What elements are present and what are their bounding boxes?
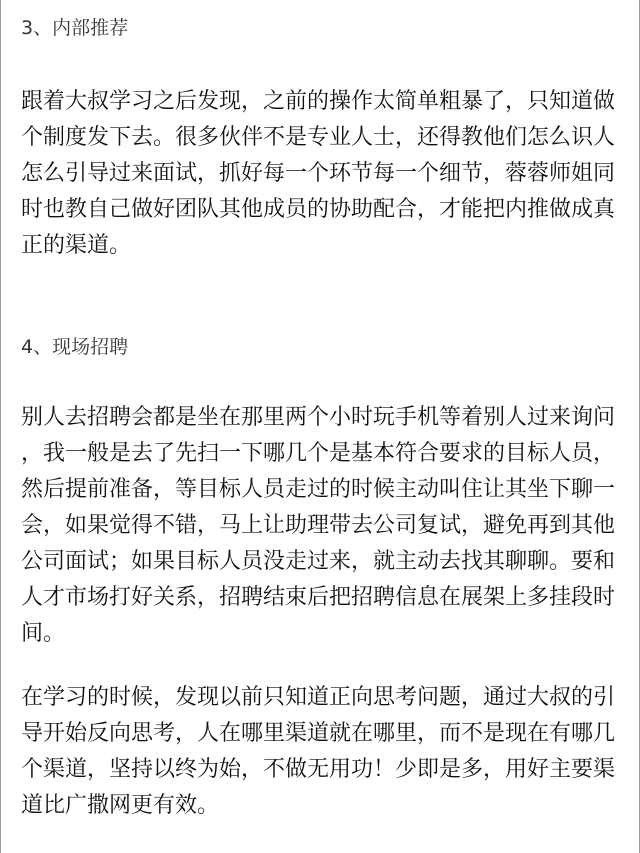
paragraph-line: 跟着大叔学习之后发现，之前的操作太简单粗暴了，只知道做 <box>21 89 616 114</box>
paragraph-line: 别人去招聘会都是坐在那里两个小时玩手机等着别人过来询问 <box>21 405 616 430</box>
paragraph-line: 人才市场打好关系，招聘结束后把招聘信息在展架上多挂段时 <box>21 585 616 610</box>
paragraph-line: 会，如果觉得不错，马上让助理带去公司复试，避免再到其他 <box>21 513 616 538</box>
paragraph-learning-reflection <box>21 680 621 824</box>
paragraph-line: 个渠道，坚持以终为始，不做无用功！少即是多，用好主要渠 <box>21 757 616 782</box>
paragraph-line: 间。 <box>21 621 66 646</box>
paragraph-line: 在学习的时候，发现以前只知道正向思考问题，通过大叔的引 <box>21 685 616 710</box>
paragraph-onsite-recruitment <box>21 400 621 652</box>
paragraph-line: ，我一般是去了先扫一下哪几个是基本符合要求的目标人员， <box>21 441 616 466</box>
paragraph-line: 正的渠道。 <box>21 233 132 258</box>
paragraph-line: 时也教自己做好团队其他成员的协助配合，才能把内推做成真 <box>21 197 616 222</box>
paragraph-line: 道比广撒网更有效。 <box>21 793 220 818</box>
paragraph-line: 怎么引导过来面试，抓好每一个环节每一个细节，蓉蓉师姐同 <box>21 161 616 186</box>
paragraph-line: 个制度发下去。很多伙伴不是专业人士，还得教他们怎么识人 <box>21 125 616 150</box>
paragraph-line: 导开始反向思考，人在哪里渠道就在哪里，而不是现在有哪几 <box>21 721 616 746</box>
paragraph-line: 然后提前准备，等目标人员走过的时候主动叫住让其坐下聊一 <box>21 477 616 502</box>
paragraph-internal-referral <box>21 84 621 264</box>
paragraph-line: 公司面试；如果目标人员没走过来，就主动去找其聊聊。要和 <box>21 549 616 574</box>
left-border <box>0 0 1 853</box>
section-heading-internal-referral: 3、内部推荐 <box>21 17 129 39</box>
section-heading-onsite-recruitment: 4、现场招聘 <box>21 336 129 358</box>
